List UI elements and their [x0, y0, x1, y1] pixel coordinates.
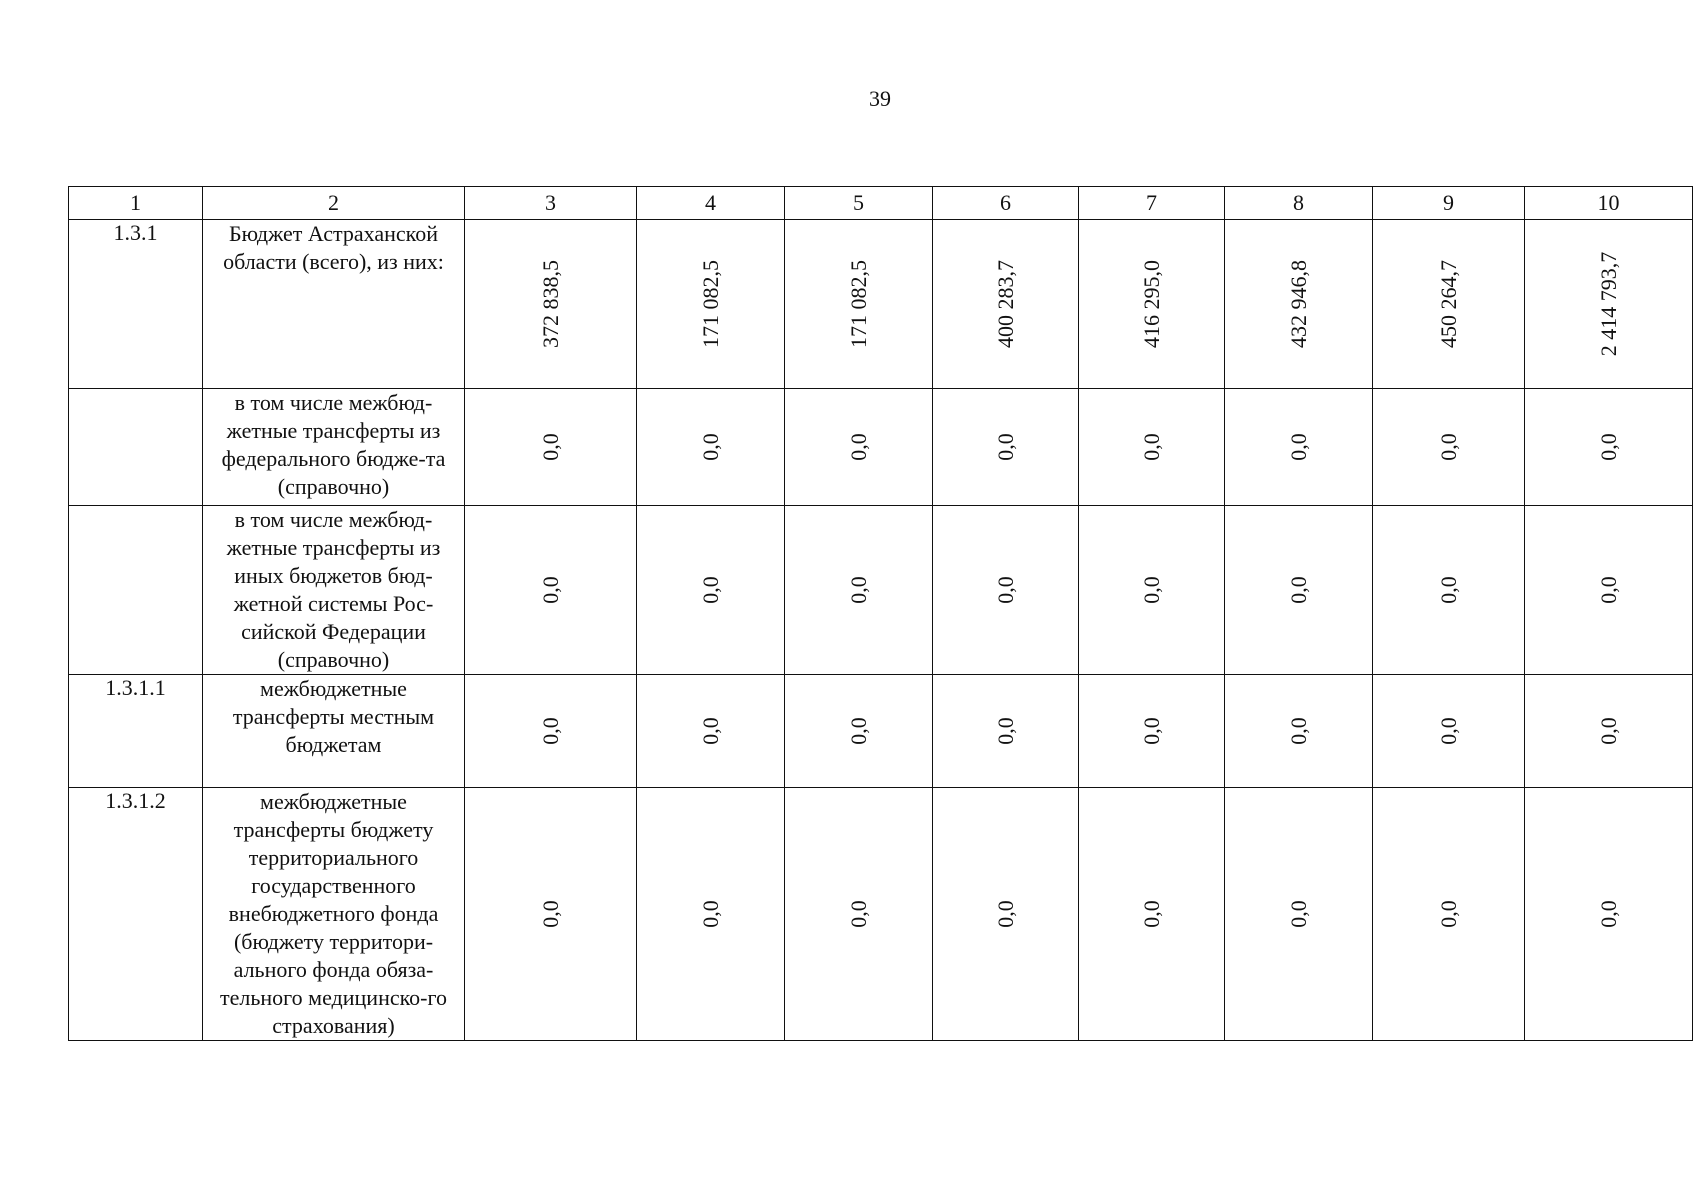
value-cell — [465, 788, 637, 1041]
value-cell — [933, 506, 1079, 675]
cell-value: 0,0 — [697, 576, 723, 604]
value-cell — [465, 506, 637, 675]
budget-table — [68, 186, 1693, 1041]
cell-value: 0,0 — [1435, 717, 1461, 745]
value-cell — [637, 220, 785, 389]
column-header: 7 — [1079, 187, 1225, 220]
value-cell — [1373, 389, 1525, 506]
row-code — [69, 389, 203, 506]
cell-value: 0,0 — [1138, 433, 1164, 461]
column-header: 6 — [933, 187, 1079, 220]
value-cell — [1079, 389, 1225, 506]
value-cell — [933, 220, 1079, 389]
value-cell — [933, 675, 1079, 788]
row-name: Бюджет Астраханской области (всего), из них: — [203, 220, 465, 389]
value-cell — [465, 220, 637, 389]
cell-value: 0,0 — [845, 717, 871, 745]
column-header: 1 — [69, 187, 203, 220]
cell-value: 0,0 — [992, 717, 1018, 745]
value-cell — [933, 788, 1079, 1041]
value-cell — [1079, 675, 1225, 788]
row-name: в том числе межбюд-жетные трансферты из иных бюджетов бюд-жетной системы Рос-сийской Федерации (справочно) — [203, 506, 465, 675]
cell-value: 0,0 — [1595, 433, 1621, 461]
column-header: 2 — [203, 187, 465, 220]
cell-value: 0,0 — [1595, 717, 1621, 745]
cell-value: 0,0 — [697, 717, 723, 745]
value-cell — [1525, 389, 1693, 506]
cell-value: 0,0 — [1595, 900, 1621, 928]
value-cell — [1373, 220, 1525, 389]
cell-value: 0,0 — [537, 433, 563, 461]
value-cell — [1079, 788, 1225, 1041]
page-number: 39 — [869, 86, 891, 111]
value-cell — [1225, 675, 1373, 788]
table-row — [69, 389, 1693, 506]
cell-value: 0,0 — [537, 576, 563, 604]
cell-value: 0,0 — [845, 900, 871, 928]
row-code: 1.3.1.1 — [69, 675, 203, 788]
cell-value: 171 082,5 — [845, 260, 871, 348]
value-cell — [637, 788, 785, 1041]
cell-value: 0,0 — [537, 717, 563, 745]
column-header: 9 — [1373, 187, 1525, 220]
row-name: межбюджетные трансферты местным бюджетам — [203, 675, 465, 788]
row-code: 1.3.1 — [69, 220, 203, 389]
cell-value: 0,0 — [992, 576, 1018, 604]
value-cell — [1373, 506, 1525, 675]
cell-value: 0,0 — [992, 433, 1018, 461]
cell-value: 0,0 — [1285, 717, 1311, 745]
header-row — [69, 187, 1693, 220]
cell-value: 0,0 — [1435, 576, 1461, 604]
cell-value: 0,0 — [1285, 576, 1311, 604]
cell-value: 0,0 — [845, 433, 871, 461]
row-code — [69, 506, 203, 675]
column-header: 10 — [1525, 187, 1693, 220]
value-cell — [785, 506, 933, 675]
cell-value: 0,0 — [1595, 576, 1621, 604]
value-cell — [1079, 506, 1225, 675]
value-cell — [1525, 506, 1693, 675]
value-cell — [933, 389, 1079, 506]
cell-value: 0,0 — [1285, 433, 1311, 461]
value-cell — [1373, 675, 1525, 788]
value-cell — [637, 506, 785, 675]
value-cell — [1225, 220, 1373, 389]
cell-value: 0,0 — [1435, 900, 1461, 928]
cell-value: 171 082,5 — [697, 260, 723, 348]
value-cell — [1373, 788, 1525, 1041]
table-row — [69, 788, 1693, 1041]
cell-value: 372 838,5 — [537, 260, 563, 348]
value-cell — [1079, 220, 1225, 389]
value-cell — [637, 675, 785, 788]
value-cell — [1225, 506, 1373, 675]
value-cell — [1225, 389, 1373, 506]
column-header: 4 — [637, 187, 785, 220]
column-header: 8 — [1225, 187, 1373, 220]
row-code: 1.3.1.2 — [69, 788, 203, 1041]
value-cell — [1525, 788, 1693, 1041]
value-cell — [785, 675, 933, 788]
value-cell — [1525, 220, 1693, 389]
value-cell — [465, 675, 637, 788]
row-name: в том числе межбюд-жетные трансферты из федерального бюдже-та (справочно) — [203, 389, 465, 506]
value-cell — [1225, 788, 1373, 1041]
cell-value: 416 295,0 — [1138, 260, 1164, 348]
cell-value: 450 264,7 — [1435, 260, 1461, 348]
cell-value: 0,0 — [1138, 717, 1164, 745]
cell-value: 0,0 — [697, 433, 723, 461]
value-cell — [785, 788, 933, 1041]
cell-value: 2 414 793,7 — [1595, 251, 1621, 357]
cell-value: 0,0 — [1435, 433, 1461, 461]
cell-value: 0,0 — [992, 900, 1018, 928]
cell-value: 432 946,8 — [1285, 260, 1311, 348]
cell-value: 0,0 — [537, 900, 563, 928]
cell-value: 0,0 — [845, 576, 871, 604]
table-row — [69, 506, 1693, 675]
value-cell — [637, 389, 785, 506]
value-cell — [1525, 675, 1693, 788]
row-name: межбюджетные трансферты бюджету территориального государственного внебюджетного фонда (бюджету территори-ального фонда обяза-тельного медицинско-го страхования) — [203, 788, 465, 1041]
table-row — [69, 675, 1693, 788]
cell-value: 0,0 — [1138, 900, 1164, 928]
column-header: 5 — [785, 187, 933, 220]
cell-value: 400 283,7 — [992, 260, 1018, 348]
cell-value: 0,0 — [1285, 900, 1311, 928]
cell-value: 0,0 — [697, 900, 723, 928]
value-cell — [785, 389, 933, 506]
table-row — [69, 220, 1693, 389]
column-header: 3 — [465, 187, 637, 220]
value-cell — [465, 389, 637, 506]
cell-value: 0,0 — [1138, 576, 1164, 604]
value-cell — [785, 220, 933, 389]
